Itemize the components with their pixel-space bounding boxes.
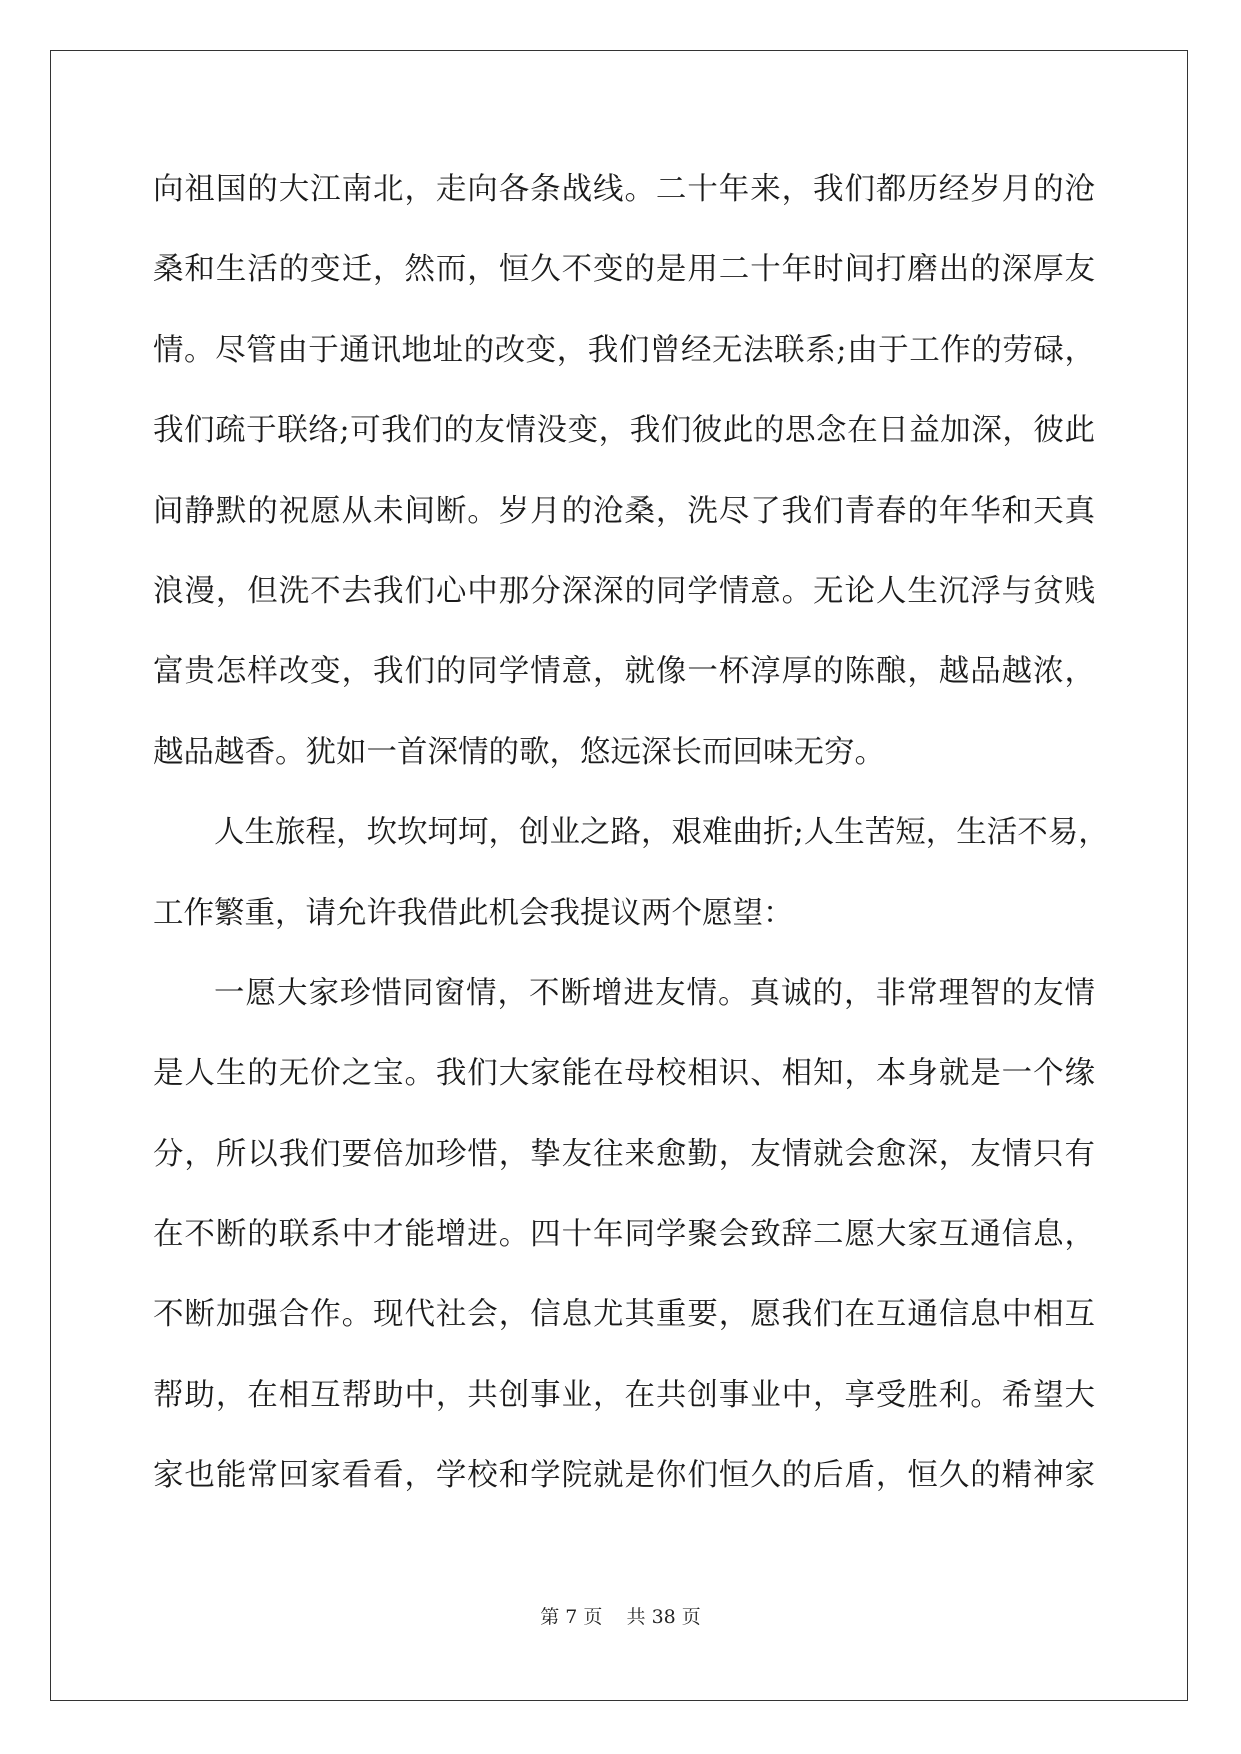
text-line: 越品越香。犹如一首深情的歌，悠远深长而回味无穷。 (153, 734, 885, 770)
text-line: 向祖国的大江南北，走向各条战线。二十年来，我们都历经岁月的沧 (153, 172, 1095, 207)
text-line: 家也能常回家看看，学校和学院就是你们恒久的后盾，恒久的精神家 (153, 1458, 1095, 1494)
page-footer (0, 1602, 1241, 1629)
text-line: 工作繁重，请允许我借此机会我提议两个愿望： (153, 895, 794, 931)
text-line: 情。尽管由于通讯地址的改变，我们曾经无法联系;由于工作的劳碌， (153, 332, 1095, 368)
page-number: 第 7 页 (540, 1606, 603, 1628)
text-line: 浪漫，但洗不去我们心中那分深深的同学情意。无论人生沉浮与贫贱 (153, 573, 1095, 609)
document-body (153, 160, 1109, 1527)
text-line: 是人生的无价之宝。我们大家能在母校相识、相知，本身就是一个缘 (153, 1056, 1095, 1092)
text-line: 富贵怎样改变，我们的同学情意，就像一杯淳厚的陈酿，越品越浓， (153, 654, 1095, 690)
text-line: 人生旅程，坎坎坷坷，创业之路，艰难曲折;人生苦短，生活不易， (214, 815, 1109, 851)
text-line: 分，所以我们要倍加珍惜，挚友往来愈勤，友情就会愈深，友情只有 (153, 1136, 1095, 1172)
text-line: 一愿大家珍惜同窗情，不断增进友情。真诚的，非常理智的友情 (214, 975, 1095, 1011)
text-line: 间静默的祝愿从未间断。岁月的沧桑，洗尽了我们青春的年华和天真 (153, 493, 1095, 529)
text-line: 帮助，在相互帮助中，共创事业，在共创事业中，享受胜利。希望大 (153, 1377, 1095, 1413)
text-line: 不断加强合作。现代社会，信息尤其重要，愿我们在互通信息中相互 (153, 1297, 1095, 1333)
text-line: 桑和生活的变迁，然而，恒久不变的是用二十年时间打磨出的深厚友 (153, 252, 1095, 288)
page-total: 共 38 页 (626, 1606, 701, 1628)
text-line: 在不断的联系中才能增进。四十年同学聚会致辞二愿大家互通信息， (153, 1217, 1095, 1253)
text-line: 我们疏于联络;可我们的友情没变，我们彼此的思念在日益加深，彼此 (153, 413, 1095, 449)
